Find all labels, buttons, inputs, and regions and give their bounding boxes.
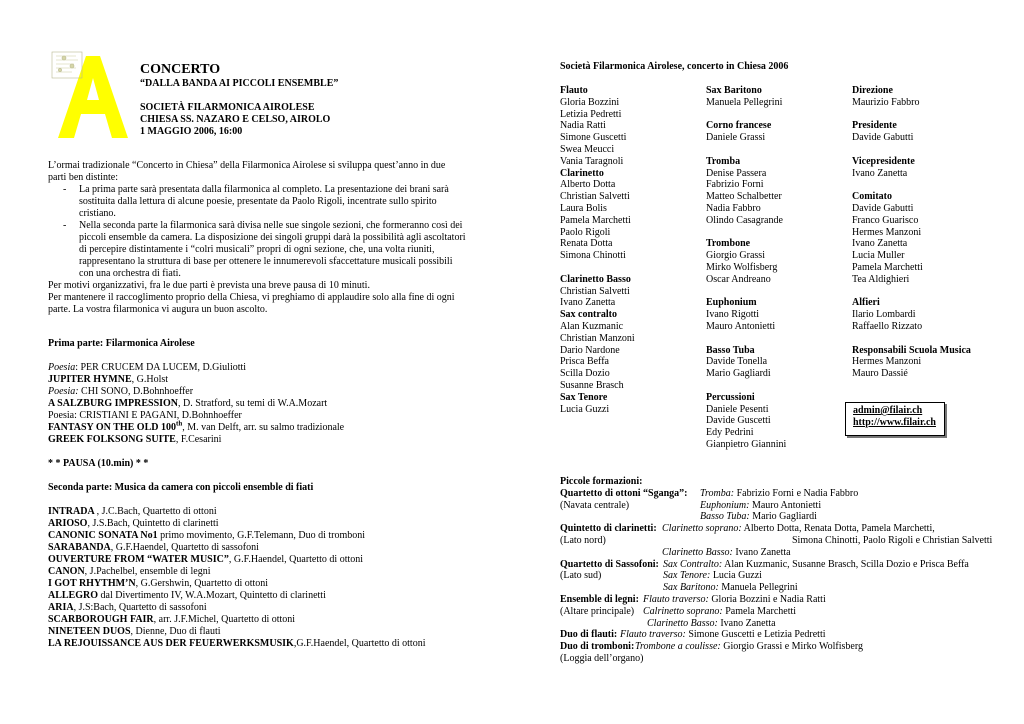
member-name: Gloria Bozzini <box>560 96 620 108</box>
ensemble-label: (Lato nord) <box>560 534 606 546</box>
intro-paragraph: Per mantenere il raccoglimento proprio della Chiesa, vi preghiamo di applaudire solo alla fine di ogni parte. La vostra filarmonica vi augura un buon ascolto. <box>48 292 455 315</box>
member-name: Olindo Casagrande <box>706 214 783 226</box>
member-name: Ilario Lombardi <box>852 309 916 321</box>
ensemble-label: Duo di flauti: <box>560 629 618 641</box>
program-item <box>48 602 488 614</box>
member-name <box>706 333 786 345</box>
member-name: Simone Guscetti <box>560 132 627 144</box>
member-name: Tea Aldighieri <box>852 273 910 285</box>
ensemble-members <box>643 594 826 606</box>
section-heading: Direzione <box>852 85 893 96</box>
ensemble-row <box>560 570 1000 582</box>
member-name: Daniele Pesenti <box>706 403 769 415</box>
program-item: JUPITER HYMNE, G.Holst <box>48 374 169 385</box>
member-name: Mauro Antonietti <box>706 320 776 332</box>
ensemble-label: Duo di tromboni: <box>560 641 635 653</box>
roster-title: Società Filarmonica Airolese, concerto in Chiesa 2006 <box>560 61 789 72</box>
member-name: Davide Tonella <box>706 356 768 368</box>
player-names: Alan Kuzmanic, Susanne Brasch, Scilla Dozio e Prisca Beffa <box>722 558 969 570</box>
section-heading: Sax Baritono <box>706 85 762 96</box>
ensemble-row <box>560 629 1000 641</box>
member-name: Simona Chinotti <box>560 250 626 262</box>
ensemble-members <box>700 488 858 500</box>
player-names: Giorgio Grassi e Mirko Wolfisberg <box>720 641 863 653</box>
member-name: Ivano Zanetta <box>852 238 908 250</box>
ensemble-members <box>663 570 762 582</box>
program-item <box>48 638 488 650</box>
program-item: Poesia: CHI SONO, D.Bohnhoeffer <box>48 386 194 397</box>
ensemble-members <box>635 641 863 653</box>
member-name: Maurizio Fabbro <box>852 96 920 108</box>
program-item: FANTASY ON THE OLD 100th, M. van Delft, arr. su salmo tradizionale <box>48 419 345 433</box>
ensemble-label: Ensemble di legni: <box>560 593 639 605</box>
member-name: Nadia Ratti <box>560 120 606 132</box>
member-name <box>706 109 786 121</box>
ensemble-label: (Navata centrale) <box>560 499 630 511</box>
player-names: Manuela Pellegrini <box>718 582 798 594</box>
program-item <box>48 530 488 542</box>
concert-title: CONCERTO <box>140 62 221 77</box>
member-name: Hermes Manzoni <box>852 226 922 238</box>
section-heading: Corno francese <box>706 120 772 132</box>
section-heading: Basso Tuba <box>706 344 755 356</box>
ensemble-label: Quartetto di Sassofoni: <box>560 558 659 570</box>
program-item: Poesia: CRISTIANI E PAGANI, D.Bohnhoeffer <box>48 410 242 421</box>
member-name: Prisca Beffa <box>560 356 609 368</box>
member-name: Franco Guarisco <box>852 214 919 226</box>
ensemble-row <box>560 547 1000 559</box>
email-link[interactable]: admin@filair.ch <box>853 405 923 416</box>
section-heading: Alfieri <box>852 297 880 309</box>
piece-details: , arr. J.F.Michel, Quartetto di ottoni <box>153 614 296 625</box>
program-item <box>48 542 488 554</box>
intro-list <box>48 184 466 280</box>
piece-details: , G.Gershwin, Quartetto di ottoni <box>135 578 269 589</box>
instrument-label: Clarinetto soprano: <box>662 523 742 535</box>
piece-title: INTRADA <box>48 506 97 517</box>
instrument-label: Sax Contralto: <box>663 558 723 570</box>
member-name <box>852 286 971 298</box>
ensemble-row <box>560 653 1000 665</box>
ensemble-members <box>620 629 826 641</box>
instrument-label: Flauto traverso: <box>643 593 709 605</box>
ensemble-members <box>663 582 798 594</box>
instrument-label: Sax Tenore: <box>663 570 711 582</box>
ensemble-label: Quartetto di ottoni “Sganga”: <box>560 487 688 499</box>
ensemble-row <box>560 488 1000 500</box>
small-ensembles-title: Piccole formazioni: <box>560 476 643 487</box>
instrument-label: Sax Baritono: <box>663 582 719 594</box>
player-names: Alberto Dotta, Renata Dotta, Pamela Marchetti, <box>741 523 935 535</box>
player-names: Fabrizio Forni e Nadia Fabbro <box>734 487 859 499</box>
concert-header <box>140 62 338 138</box>
filarmonica-logo <box>50 48 130 140</box>
member-name: Christian Salvetti <box>560 285 630 297</box>
player-names: Gloria Bozzini e Nadia Ratti <box>708 593 826 605</box>
section-heading: Presidente <box>852 120 897 132</box>
instrument-label: Trombone a coulisse: <box>635 641 721 653</box>
player-names: Simone Guscetti e Letizia Pedretti <box>685 629 826 641</box>
member-name: Gianpietro Giannini <box>706 438 787 450</box>
ensemble-row <box>560 641 1000 653</box>
piece-details: , J.S.Bach, Quintetto di clarinetti <box>87 518 219 529</box>
member-name: Susanne Brasch <box>560 379 624 391</box>
program-item <box>48 626 488 638</box>
ensemble-members <box>700 511 817 523</box>
ensemble-row <box>560 582 1000 594</box>
piece-details: , G.F.Haendel, Quartetto di sassofoni <box>110 542 259 553</box>
member-name: Dario Nardone <box>560 344 620 356</box>
ensemble-members <box>700 500 821 512</box>
instrument-label: Tromba: <box>700 487 735 499</box>
section-heading: Trombone <box>706 238 751 250</box>
ensemble-members <box>792 535 992 547</box>
member-name: Nadia Fabbro <box>706 202 761 214</box>
member-name: Mirko Wolfisberg <box>706 261 778 273</box>
program-item <box>48 578 488 590</box>
piece-title: ALLEGRO <box>48 590 99 601</box>
ensemble-members <box>663 559 969 571</box>
section-heading: Euphonium <box>706 297 757 309</box>
program-item <box>48 590 488 602</box>
contact-box <box>845 402 945 436</box>
ensemble-label: (Lato sud) <box>560 570 602 582</box>
piece-title: I GOT RHYTHM’N <box>48 578 136 589</box>
ensemble-row <box>560 511 1000 523</box>
program-item <box>48 506 488 518</box>
member-name: Daniele Grassi <box>706 132 766 144</box>
member-name: Scilla Dozio <box>560 368 610 380</box>
member-name: Pamela Marchetti <box>852 261 923 273</box>
roster-column-3 <box>852 85 971 380</box>
ensemble-members <box>662 547 791 559</box>
instrument-label: Basso Tuba: <box>700 511 750 523</box>
piece-details: , J.S:Bach, Quartetto di sassofoni <box>73 602 207 613</box>
intro-bullet: - La prima parte sarà presentata dalla filarmonica al completo. La presentazione dei brani sarà sostituita dalla lettura di alcune poesie, presentate da Paolo Rigoli, incentrate sullo spirito cristiano. <box>48 184 466 220</box>
website-link[interactable]: http://www.filair.ch <box>853 417 936 428</box>
player-names: Ivano Zanetta <box>732 546 791 558</box>
piece-title: NINETEEN DUOS <box>48 626 131 637</box>
piece-title: OUVERTURE FROM “WATER MUSIC” <box>48 554 229 565</box>
piece-title: ARIOSO <box>48 518 88 529</box>
part1-title: Prima parte: Filarmonica Airolese <box>48 338 195 349</box>
player-names: Pamela Marchetti <box>722 605 797 617</box>
member-name: Ivano Zanetta <box>852 167 908 179</box>
member-name: Matteo Schalbetter <box>706 191 782 203</box>
piece-details: ,G.F.Haendel, Quartetto di ottoni <box>293 638 426 649</box>
instrument-label: Flauto traverso: <box>620 629 686 641</box>
part2-list <box>48 506 488 650</box>
ensemble-members <box>647 618 776 630</box>
member-name: Lucia Guzzi <box>560 403 610 415</box>
program-item <box>48 518 488 530</box>
member-name: Mario Gagliardi <box>706 368 771 380</box>
piece-title: SARABANDA <box>48 542 111 553</box>
piece-title: SCARBOROUGH FAIR <box>48 614 154 625</box>
piece-title: CANON <box>48 566 85 577</box>
section-heading: Sax contralto <box>560 309 617 321</box>
program-item <box>48 554 488 566</box>
section-heading: Percussioni <box>706 391 755 403</box>
program-item: GREEK FOLKSONG SUITE, F.Cesarini <box>48 434 222 445</box>
player-names: Lucia Guzzi <box>710 570 762 582</box>
piece-details: , Dienne, Duo di flauti <box>130 626 221 637</box>
section-heading: Flauto <box>560 85 588 96</box>
member-name: Fabrizio Forni <box>706 179 764 191</box>
program-item <box>48 614 488 626</box>
instrument-label: Clarinetto Basso: <box>662 546 733 558</box>
member-name: Edy Pedrini <box>706 427 754 439</box>
section-heading: Sax Tenore <box>560 391 608 403</box>
instrument-label: Euphonium: <box>700 499 750 511</box>
member-name: Pamela Marchetti <box>560 214 631 226</box>
member-name: Mauro Dassié <box>852 368 908 380</box>
member-name: Letizia Pedretti <box>560 108 622 120</box>
member-name: Raffaello Rizzato <box>852 320 923 332</box>
member-name: Manuela Pellegrini <box>706 96 783 108</box>
member-name: Alberto Dotta <box>560 179 616 191</box>
piece-details: primo movimento, G.F.Telemann, Duo di tromboni <box>157 530 366 541</box>
program <box>48 338 488 650</box>
piece-details: dal Divertimento IV, W.A.Mozart, Quintetto di clarinetti <box>98 590 326 601</box>
piece-title: LA REJOUISSANCE AUS DER FEUERWERKSMUSIK <box>48 638 294 649</box>
piece-title: ARIA <box>48 602 74 613</box>
member-name: Lucia Muller <box>852 250 905 262</box>
ensemble-row <box>560 559 1000 571</box>
member-name: Ivano Rigotti <box>706 309 760 321</box>
section-heading: Comitato <box>852 191 892 203</box>
member-name <box>560 262 635 274</box>
ensemble-label: (Altare principale) <box>560 605 635 617</box>
section-heading: Clarinetto Basso <box>560 273 631 285</box>
player-names: Ivano Zanetta <box>717 617 776 629</box>
member-name <box>706 286 786 298</box>
ensemble-row <box>560 500 1000 512</box>
piece-details: , G.F.Haendel, Quartetto di ottoni <box>228 554 364 565</box>
piece-details: , J.Pachelbel, ensemble di legni <box>84 566 211 577</box>
member-name: Ivano Zanetta <box>560 297 616 309</box>
program-item: Poesia: PER CRUCEM DA LUCEM, D.Giuliotti <box>48 362 247 373</box>
program-item: A SALZBURG IMPRESSION, D. Stratford, su temi di W.A.Mozart <box>48 398 328 409</box>
section-heading: Vicepresidente <box>852 155 915 167</box>
section-heading: Clarinetto <box>560 167 604 179</box>
member-name: Swea Meucci <box>560 143 615 155</box>
member-name: Davide Gabutti <box>852 202 914 214</box>
ensemble-row <box>560 618 1000 630</box>
concert-subtitle: “DALLA BANDA AI PICCOLI ENSEMBLE” <box>140 78 339 89</box>
player-names: Simona Chinotti, Paolo Rigoli e Christian Salvetti <box>792 534 993 546</box>
member-name: Renata Dotta <box>560 238 613 250</box>
ensemble-label: Quintetto di clarinetti: <box>560 523 657 535</box>
ensemble-label: (Loggia dell’organo) <box>560 652 644 664</box>
member-name <box>706 227 786 239</box>
member-name: Paolo Rigoli <box>560 226 611 238</box>
ensemble-members <box>643 606 796 618</box>
ensemble-row <box>560 535 1000 547</box>
ensemble-row <box>560 606 1000 618</box>
intro-bullet: - Nella seconda parte la filarmonica sarà divisa nelle sue singole sezioni, che formeranno così dei piccoli ensemble da camera. La disposizione dei singoli gruppi darà la possibilità agli ascoltatori di percepire distintamente i “colri musicali” propri di ogni sezione, che, una volta riuniti, rappresentano la struttura di base per ottenere le innumerevoli sfaccettature musicali possibili con una orchestra di fiati. <box>48 220 466 280</box>
member-name <box>706 144 786 156</box>
intro-text <box>48 160 466 316</box>
member-name: Davide Guscetti <box>706 415 771 427</box>
pause-label: * * PAUSA (10.min) * * <box>48 458 149 469</box>
player-names: Mauro Antonietti <box>749 499 822 511</box>
member-name: Vania Taragnoli <box>560 155 624 167</box>
member-name <box>706 380 786 392</box>
roster-column-2 <box>706 85 786 451</box>
ensemble-row <box>560 523 1000 535</box>
program-item <box>48 566 488 578</box>
member-name: Oscar Andreano <box>706 273 771 285</box>
small-ensembles <box>560 476 1000 665</box>
venue: CHIESA SS. NAZARO E CELSO, AIROLO <box>140 114 331 125</box>
instrument-label: Calrinetto soprano: <box>643 605 723 617</box>
member-name: Christian Manzoni <box>560 332 635 344</box>
part2-title: Seconda parte: Musica da camera con piccoli ensemble di fiati <box>48 482 314 493</box>
organizer: SOCIETÀ FILARMONICA AIROLESE <box>140 102 315 113</box>
member-name: Alan Kuzmanic <box>560 320 624 332</box>
section-heading: Tromba <box>706 155 741 167</box>
member-name <box>852 333 971 345</box>
member-name: Giorgio Grassi <box>706 250 765 262</box>
intro-paragraph: Per motivi organizzativi, fra le due parti è prevista una breve pausa di 10 minuti. <box>48 280 370 291</box>
member-name: Davide Gabutti <box>852 132 914 144</box>
instrument-label: Clarinetto Basso: <box>647 617 718 629</box>
member-name <box>852 179 971 191</box>
intro-paragraph: L’ormai tradizionale “Concerto in Chiesa” della Filarmonica Airolese si sviluppa quest’anno in due parti ben distinte: <box>48 160 446 183</box>
piece-title: CANONIC SONATA No1 <box>48 530 158 541</box>
member-name: Denise Passera <box>706 167 767 179</box>
ensemble-row <box>560 594 1000 606</box>
piece-details: , J.C.Bach, Quartetto di ottoni <box>96 506 217 517</box>
section-heading: Responsabili Scuola Musica <box>852 344 971 356</box>
ensemble-members <box>662 523 935 535</box>
member-name: Laura Bolis <box>560 202 607 214</box>
member-name <box>852 109 971 121</box>
member-name <box>852 144 971 156</box>
member-name: Hermes Manzoni <box>852 356 922 368</box>
roster-column-1 <box>560 85 635 415</box>
player-names: Mario Gagliardi <box>749 511 817 523</box>
concert-date: 1 MAGGIO 2006, 16:00 <box>140 126 243 137</box>
member-name: Christian Salvetti <box>560 191 630 203</box>
